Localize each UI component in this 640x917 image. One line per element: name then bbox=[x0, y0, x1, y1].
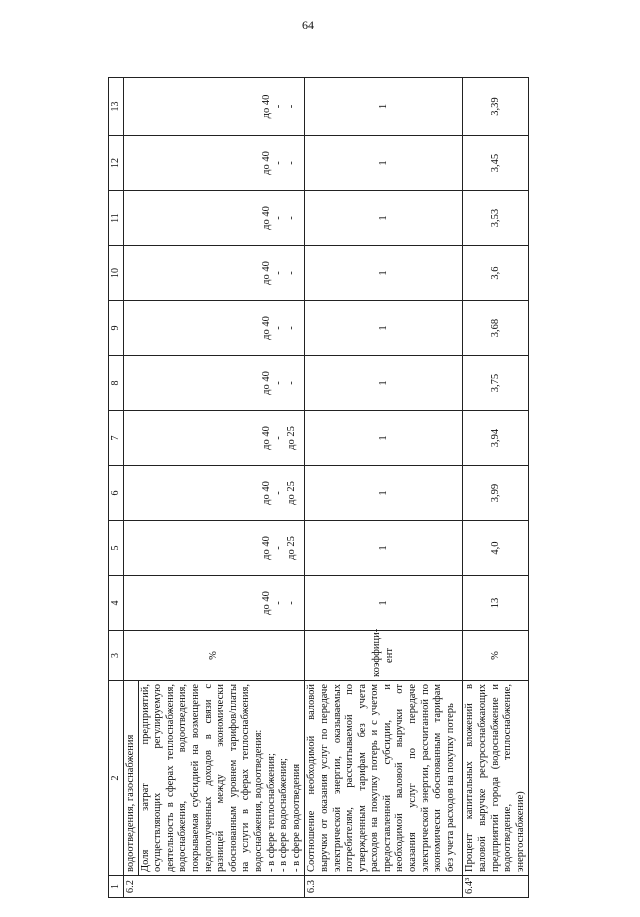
value-cell: 3,68 bbox=[463, 301, 529, 356]
value-cell: до 40 - - bbox=[124, 246, 305, 301]
value-cell: до 40 - - bbox=[124, 356, 305, 411]
value-cell: 1 bbox=[305, 466, 463, 521]
indicator-description: Соотношение необходимой валовой выручки от оказания услуг по передаче электрической энергии, оказываемых потребителям, рассчитываемой по утвержденным тарифам без учета расходов на покупку потерь и с учетом предоставленной субсидии, и необходимой валовой выручки от оказания услуг по передаче электрической энергии, рассчитанной по экономически обоснованным тарифам без учета расходов на покупку потерь bbox=[305, 681, 463, 876]
header-col-10: 10 bbox=[109, 246, 124, 301]
row-number: 6.2 bbox=[124, 876, 305, 898]
value-cell: 1 bbox=[305, 191, 463, 246]
page-number: 64 bbox=[302, 18, 314, 32]
value-cell: 3,39 bbox=[463, 78, 529, 136]
value-cell: до 40 - - bbox=[124, 301, 305, 356]
value-cell: 1 bbox=[305, 576, 463, 631]
unit-cell: % bbox=[463, 631, 529, 681]
row-number: 6.4³ bbox=[463, 876, 529, 898]
header-col-4: 4 bbox=[109, 576, 124, 631]
value-cell: до 40 - - bbox=[124, 576, 305, 631]
value-cell: 1 bbox=[305, 136, 463, 191]
header-col-5: 5 bbox=[109, 521, 124, 576]
unit-cell: % bbox=[124, 631, 305, 681]
row-number: 6.3 bbox=[305, 876, 463, 898]
continuation-text: водоотведения, газоснабжения bbox=[125, 681, 139, 875]
table-row-6-3 bbox=[305, 78, 463, 898]
value-cell: 3,75 bbox=[463, 356, 529, 411]
value-cell: до 40 - - bbox=[124, 78, 305, 136]
value-cell: 4,0 bbox=[463, 521, 529, 576]
value-cell: 1 bbox=[305, 78, 463, 136]
sub-item: - в сфере водоснабжения; bbox=[278, 758, 290, 872]
header-col-13: 13 bbox=[109, 78, 124, 136]
table-row-6-4 bbox=[463, 78, 529, 898]
header-col-3: 3 bbox=[109, 631, 124, 681]
value-cell: 3,6 bbox=[463, 246, 529, 301]
value-cell: 13 bbox=[463, 576, 529, 631]
unit-cell: коэффици-ент bbox=[305, 631, 463, 681]
value-cell: 1 bbox=[305, 301, 463, 356]
value-cell: до 40 - до 25 bbox=[124, 466, 305, 521]
header-col-9: 9 bbox=[109, 301, 124, 356]
header-col-7: 7 bbox=[109, 411, 124, 466]
sub-item: - в сфере теплоснабжения; bbox=[265, 753, 277, 872]
value-cell: до 40 - до 25 bbox=[124, 521, 305, 576]
header-col-2: 2 bbox=[109, 681, 124, 876]
rotated-table-wrapper bbox=[108, 78, 526, 898]
value-cell: 3,99 bbox=[463, 466, 529, 521]
value-cell: 1 bbox=[305, 521, 463, 576]
header-col-8: 8 bbox=[109, 356, 124, 411]
value-cell: 1 bbox=[305, 246, 463, 301]
value-cell: до 40 - - bbox=[124, 136, 305, 191]
header-col-12: 12 bbox=[109, 136, 124, 191]
header-col-6: 6 bbox=[109, 466, 124, 521]
value-cell: 1 bbox=[305, 411, 463, 466]
value-cell: до 40 - - bbox=[124, 191, 305, 246]
sub-item: - в сфере водоотведения bbox=[290, 763, 302, 872]
header-row bbox=[109, 78, 124, 898]
header-col-11: 11 bbox=[109, 191, 124, 246]
rotated-table-sheet bbox=[108, 78, 526, 898]
value-cell: 3,45 bbox=[463, 136, 529, 191]
value-cell: 3,53 bbox=[463, 191, 529, 246]
indicator-description: Процент капитальных вложений в валовой выручке ресурсоснабжающих предприятий города (водоснабжение и водоотведение, теплоснабжение, энергоснабжение) bbox=[463, 681, 529, 876]
table-row-6-2 bbox=[124, 78, 305, 898]
value-cell: до 40 - до 25 bbox=[124, 411, 305, 466]
indicator-description bbox=[124, 681, 305, 876]
value-cell: 1 bbox=[305, 356, 463, 411]
value-cell: 3,94 bbox=[463, 411, 529, 466]
indicators-table bbox=[108, 77, 529, 898]
description-text: Доля затрат предприятий, осуществляющих регулируемую деятельность в сферах теплоснабжения, водоснабжения, водоотведения, покрываемая субсидией на возмещение недополученных доходов в связи с разницей между экономически обоснованным уровнем тарифов/платы на услуги в сферах теплоснабжения, водоснабжения, водоотведения: bbox=[139, 684, 264, 872]
header-col-1: 1 bbox=[109, 876, 124, 898]
